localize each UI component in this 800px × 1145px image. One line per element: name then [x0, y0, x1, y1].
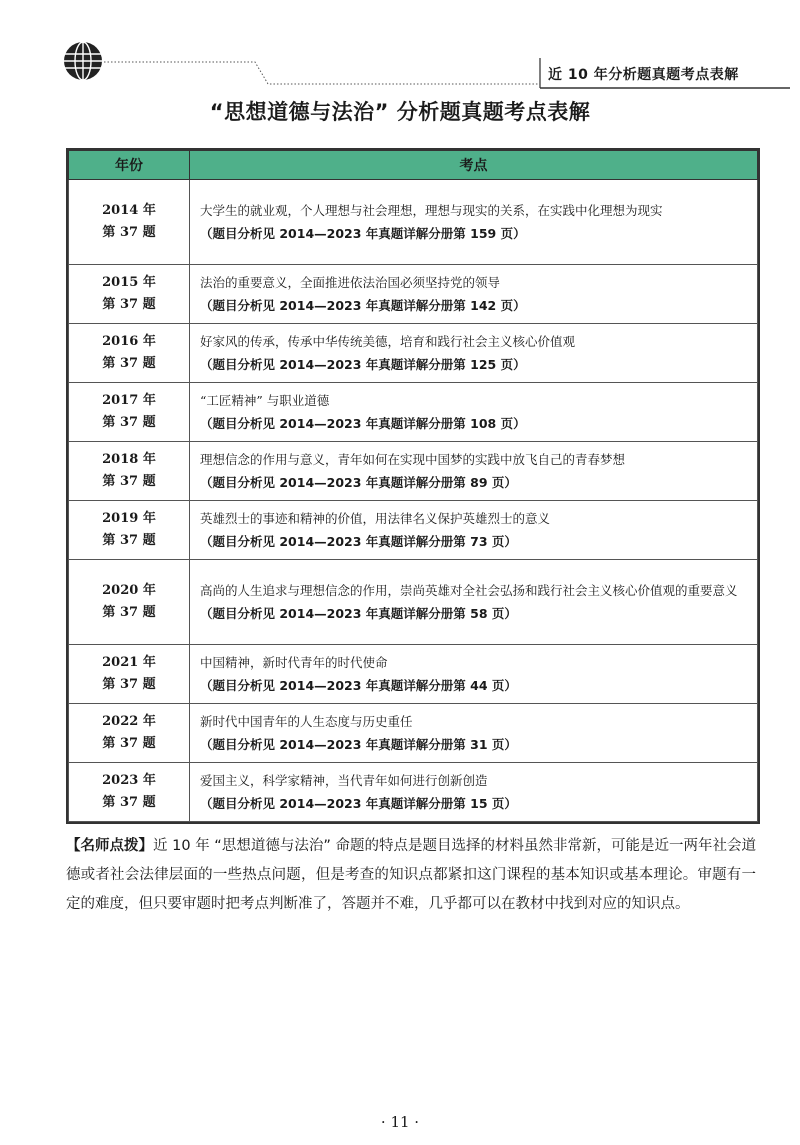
points-cell	[190, 645, 758, 704]
reference-note: （题目分析见 2014—2023 年真题详解分册第 44 页）	[200, 678, 517, 693]
points-text: 新时代中国青年的人生态度与历史重任	[200, 714, 413, 729]
table-row	[69, 645, 758, 704]
reference-note: （题目分析见 2014—2023 年真题详解分册第 89 页）	[200, 475, 517, 490]
table-row	[69, 324, 758, 383]
reference-note: （题目分析见 2014—2023 年真题详解分册第 31 页）	[200, 737, 517, 752]
year-label: 2020 年	[102, 583, 156, 598]
question-label: 第 37 题	[102, 605, 156, 620]
column-header-points: 考点	[190, 151, 758, 180]
year-cell	[69, 265, 190, 324]
reference-note: （题目分析见 2014—2023 年真题详解分册第 73 页）	[200, 534, 517, 549]
year-cell	[69, 324, 190, 383]
table-row	[69, 383, 758, 442]
points-cell	[190, 704, 758, 763]
tip-label: 【名师点拨】	[66, 838, 154, 854]
year-label: 2022 年	[102, 714, 156, 729]
reference-note: （题目分析见 2014—2023 年真题详解分册第 58 页）	[200, 606, 517, 621]
points-text: 高尚的人生追求与理想信念的作用，崇尚英雄对全社会弘扬和践行社会主义核心价值观的重要意义	[200, 583, 738, 598]
running-title: 近 10 年分析题真题考点表解	[548, 67, 739, 83]
page-number: · 11 ·	[380, 1113, 420, 1131]
points-text: 英雄烈士的事迹和精神的价值，用法律名义保护英雄烈士的意义	[200, 511, 551, 526]
points-cell	[190, 324, 758, 383]
points-cell	[190, 180, 758, 265]
reference-note: （题目分析见 2014—2023 年真题详解分册第 159 页）	[200, 226, 526, 241]
question-label: 第 37 题	[102, 474, 156, 489]
points-cell	[190, 265, 758, 324]
year-label: 2019 年	[102, 511, 156, 526]
question-label: 第 37 题	[102, 677, 156, 692]
globe-icon	[62, 40, 104, 82]
table-row	[69, 704, 758, 763]
table-header-row	[69, 151, 758, 180]
table-row	[69, 180, 758, 265]
points-cell	[190, 383, 758, 442]
year-cell	[69, 180, 190, 265]
reference-note: （题目分析见 2014—2023 年真题详解分册第 108 页）	[200, 416, 526, 431]
question-label: 第 37 题	[102, 297, 156, 312]
points-text: 大学生的就业观，个人理想与社会理想，理想与现实的关系，在实践中化理想为现实	[200, 203, 663, 218]
year-cell	[69, 645, 190, 704]
table-row	[69, 442, 758, 501]
year-label: 2021 年	[102, 655, 156, 670]
year-label: 2023 年	[102, 773, 156, 788]
table-row	[69, 763, 758, 822]
teacher-tip	[66, 832, 756, 919]
question-label: 第 37 题	[102, 736, 156, 751]
year-cell	[69, 704, 190, 763]
question-label: 第 37 题	[102, 795, 156, 810]
year-label: 2015 年	[102, 275, 156, 290]
question-label: 第 37 题	[102, 356, 156, 371]
table-row	[69, 501, 758, 560]
question-label: 第 37 题	[102, 533, 156, 548]
exam-points-table	[66, 148, 760, 824]
page-title: “思想道德与法治” 分析题真题考点表解	[209, 100, 591, 124]
year-cell	[69, 560, 190, 645]
points-text: 好家风的传承，传承中华传统美德，培育和践行社会主义核心价值观	[200, 334, 576, 349]
year-label: 2016 年	[102, 334, 156, 349]
reference-note: （题目分析见 2014—2023 年真题详解分册第 15 页）	[200, 796, 517, 811]
year-cell	[69, 383, 190, 442]
points-cell	[190, 763, 758, 822]
year-label: 2018 年	[102, 452, 156, 467]
question-label: 第 37 题	[102, 415, 156, 430]
question-label: 第 37 题	[102, 225, 156, 240]
points-cell	[190, 560, 758, 645]
points-text: 中国精神，新时代青年的时代使命	[200, 655, 388, 670]
points-cell	[190, 501, 758, 560]
table-row	[69, 560, 758, 645]
year-cell	[69, 442, 190, 501]
table-row	[69, 265, 758, 324]
points-text: 爱国主义，科学家精神，当代青年如何进行创新创造	[200, 773, 488, 788]
points-text: 理想信念的作用与意义，青年如何在实现中国梦的实践中放飞自己的青春梦想	[200, 452, 626, 467]
reference-note: （题目分析见 2014—2023 年真题详解分册第 125 页）	[200, 357, 526, 372]
year-label: 2017 年	[102, 393, 156, 408]
points-text: 法治的重要意义，全面推进依法治国必须坚持党的领导	[200, 275, 501, 290]
points-cell	[190, 442, 758, 501]
year-label: 2014 年	[102, 203, 156, 218]
header-divider	[0, 0, 800, 100]
year-cell	[69, 501, 190, 560]
reference-note: （题目分析见 2014—2023 年真题详解分册第 142 页）	[200, 298, 526, 313]
column-header-year: 年份	[69, 151, 190, 180]
points-text: “工匠精神” 与职业道德	[200, 393, 330, 408]
tip-text: 近 10 年 “思想道德与法治” 命题的特点是题目选择的材料虽然非常新，可能是近一两年社会道德或者社会法律层面的一些热点问题，但是考查的知识点都紧扣这门课程的基本知识或基本理论。审题有一定的难度，但只要审题时把考点判断准了，答题并不难，几乎都可以在教材中找到对应的知识点。	[66, 838, 756, 912]
year-cell	[69, 763, 190, 822]
